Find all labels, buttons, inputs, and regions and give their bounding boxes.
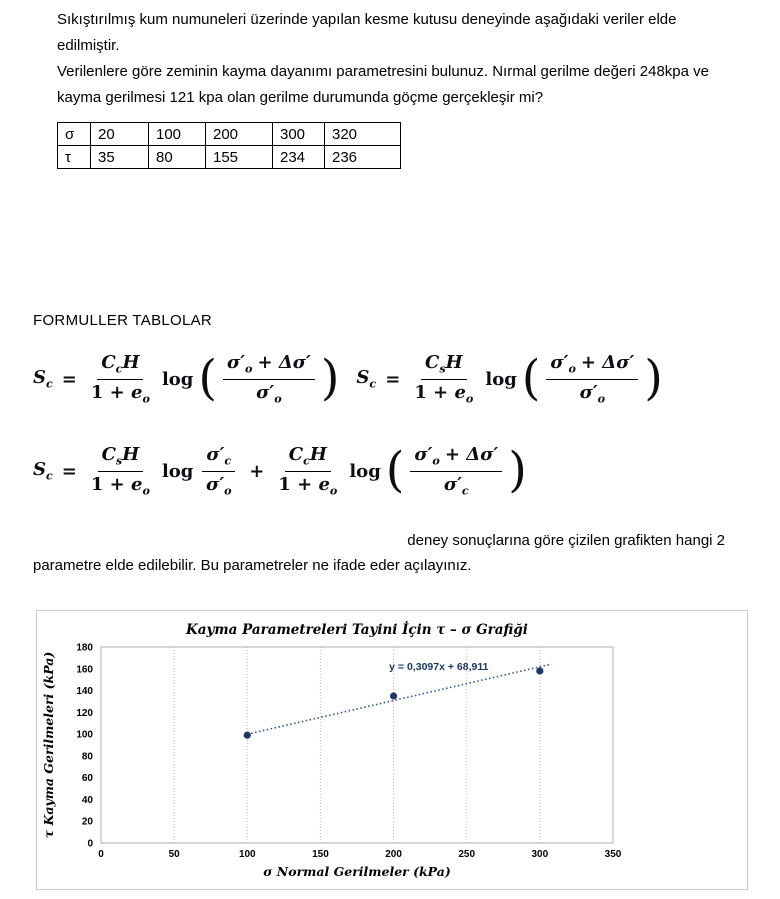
sym: H — [122, 444, 140, 465]
paren-open: ( — [521, 350, 541, 406]
svg-text:300: 300 — [531, 849, 549, 860]
table-row-sigma — [58, 123, 401, 146]
sym: σ′ — [256, 381, 275, 403]
sym: + Δσ′ — [257, 352, 311, 373]
math-token — [546, 352, 638, 380]
svg-text:250: 250 — [458, 849, 476, 860]
table-cell: 236 — [325, 146, 401, 169]
formula-row-1 — [33, 352, 664, 406]
row-label-sigma: σ — [58, 123, 91, 146]
sym: 1 + — [90, 473, 132, 495]
svg-text:180: 180 — [76, 642, 93, 654]
svg-text:100: 100 — [238, 849, 256, 860]
sym: c — [303, 454, 310, 468]
svg-text:0: 0 — [98, 849, 104, 860]
math-token — [91, 380, 150, 407]
fraction — [546, 352, 638, 406]
paren-open: ( — [385, 442, 405, 498]
math-token — [278, 472, 337, 499]
table-cell: 35 — [91, 146, 149, 169]
sym: c — [46, 377, 53, 391]
sym: 1 + — [278, 473, 319, 495]
sym: o — [465, 392, 474, 406]
formula-sc-cs — [356, 352, 663, 406]
table-row-tau — [58, 146, 401, 169]
sym: σ′ — [443, 473, 462, 495]
sym: e — [454, 381, 466, 403]
sym: σ′ — [206, 444, 225, 465]
equals-sign: = — [385, 368, 401, 390]
math-token — [410, 444, 502, 472]
fraction — [91, 444, 150, 498]
sym: o — [432, 454, 440, 468]
table-cell: 320 — [325, 123, 401, 146]
table-cell: 300 — [273, 123, 325, 146]
sym: S — [33, 367, 46, 389]
math-token — [356, 367, 376, 391]
log-operator: log — [349, 460, 381, 482]
log-operator: log — [161, 368, 194, 390]
svg-text:60: 60 — [81, 773, 93, 785]
sym: σ′ — [206, 473, 225, 495]
fraction — [278, 444, 337, 498]
sym: o — [597, 392, 606, 406]
math-token — [223, 352, 315, 380]
svg-text:Kayma Parametreleri Tayini İçi: Kayma Parametreleri Tayini İçin τ – σ Grafiği — [186, 622, 528, 638]
svg-text:50: 50 — [168, 849, 180, 860]
shear-parameters-chart — [36, 610, 748, 890]
sym: e — [131, 473, 143, 495]
sym: σ′ — [226, 352, 246, 373]
plus-sign: + — [249, 460, 265, 482]
question-line: kayma gerilmesi 121 kpa olan gerilme durumunda göçme gerçekleşir mi? — [57, 89, 544, 106]
svg-text:100: 100 — [76, 729, 93, 741]
svg-text:y = 0,3097x + 68,911: y = 0,3097x + 68,911 — [389, 660, 489, 673]
math-token — [206, 472, 231, 499]
question-line: deney sonuçlarına göre çizilen grafikten hangi 2 — [407, 532, 725, 549]
paren-close: ) — [320, 350, 340, 406]
svg-text:80: 80 — [81, 751, 93, 763]
table-cell: 155 — [206, 146, 273, 169]
tau-sigma-scatter-plot — [37, 611, 747, 889]
math-token — [202, 444, 235, 472]
math-token — [580, 380, 605, 407]
svg-text:σ Normal Gerilmeler (kPa): σ Normal Gerilmeler (kPa) — [263, 864, 451, 879]
log-operator: log — [161, 460, 194, 482]
math-token — [421, 352, 467, 380]
svg-text:350: 350 — [604, 849, 622, 860]
sym: o — [329, 484, 338, 498]
paren-close: ) — [644, 350, 663, 406]
svg-text:150: 150 — [312, 849, 329, 860]
second-question-paragraph — [33, 528, 725, 578]
paren-open: ( — [198, 350, 217, 406]
sym: o — [142, 484, 150, 498]
sym: o — [142, 392, 150, 406]
formula-sc-cc — [33, 352, 340, 406]
sym: c — [369, 377, 377, 391]
sym: o — [245, 362, 253, 376]
table-cell: 80 — [149, 146, 206, 169]
question-line: parametre elde edilebilir. Bu parametreler ne ifade eder açılayınız. — [33, 557, 472, 574]
sym: C — [101, 352, 116, 373]
fraction — [223, 352, 315, 406]
sym: σ′ — [550, 352, 569, 373]
row-label-tau: τ — [58, 146, 91, 169]
math-token — [33, 367, 53, 391]
math-token — [414, 380, 473, 407]
svg-text:τ Kayma Gerilmeleri (kPa): τ Kayma Gerilmeleri (kPa) — [41, 651, 56, 839]
table-cell: 100 — [149, 123, 206, 146]
sym: c — [461, 484, 469, 498]
table-cell: 200 — [206, 123, 273, 146]
formula-row-2 — [33, 444, 528, 498]
table-cell: 234 — [273, 146, 325, 169]
sym: 1 + — [414, 381, 455, 403]
section-heading: FORMULLER TABLOLAR — [33, 312, 213, 329]
math-token — [285, 444, 331, 472]
sym: S — [356, 367, 370, 389]
sym: S — [33, 459, 46, 481]
fraction — [410, 444, 502, 498]
sym: c — [224, 454, 232, 468]
log-operator: log — [485, 368, 517, 390]
svg-text:120: 120 — [76, 707, 93, 719]
sym: e — [318, 473, 330, 495]
sym: s — [439, 362, 446, 376]
fraction — [91, 352, 150, 406]
sym: + Δσ′ — [444, 444, 499, 465]
paren-close: ) — [508, 442, 527, 498]
fraction — [202, 444, 235, 498]
table-cell: 20 — [91, 123, 149, 146]
sym: C — [101, 444, 116, 465]
svg-text:0: 0 — [87, 838, 93, 850]
math-token — [256, 380, 281, 407]
math-token — [33, 459, 53, 483]
sym: H — [445, 352, 463, 373]
sym: o — [224, 484, 232, 498]
sym: H — [122, 352, 140, 373]
sym: H — [309, 444, 327, 465]
svg-text:200: 200 — [385, 849, 402, 860]
svg-text:40: 40 — [81, 794, 93, 806]
sym: 1 + — [90, 381, 132, 403]
formula-sc-combined — [33, 444, 528, 498]
math-token — [97, 352, 143, 380]
math-token — [444, 472, 469, 499]
svg-text:160: 160 — [76, 664, 93, 676]
sym: e — [131, 381, 143, 403]
sym: σ′ — [579, 381, 598, 403]
shear-test-data-table — [57, 122, 401, 169]
question-line: Verilenlere göre zeminin kayma dayanımı parametresini bulunuz. Nırmal gerilme değeri 248kpa ve — [57, 63, 709, 80]
equals-sign: = — [61, 368, 77, 390]
math-token — [98, 444, 144, 472]
math-token — [91, 472, 150, 499]
question-line: Sıkıştırılmış kum numuneleri üzerinde yapılan kesme kutusu deneyinde aşağıdaki veriler elde edilmiştir. — [57, 11, 677, 54]
fraction — [414, 352, 473, 406]
sym: c — [46, 469, 53, 483]
svg-text:140: 140 — [76, 686, 93, 698]
question-paragraph — [57, 7, 733, 111]
sym: σ′ — [414, 444, 433, 465]
sym: c — [115, 362, 123, 376]
sym: o — [568, 362, 576, 376]
sym: + Δσ′ — [580, 352, 635, 373]
sym: s — [115, 454, 123, 468]
equals-sign: = — [61, 460, 77, 482]
sym: C — [288, 444, 304, 465]
sym: C — [425, 352, 440, 373]
svg-text:20: 20 — [81, 816, 93, 828]
sym: o — [274, 392, 282, 406]
